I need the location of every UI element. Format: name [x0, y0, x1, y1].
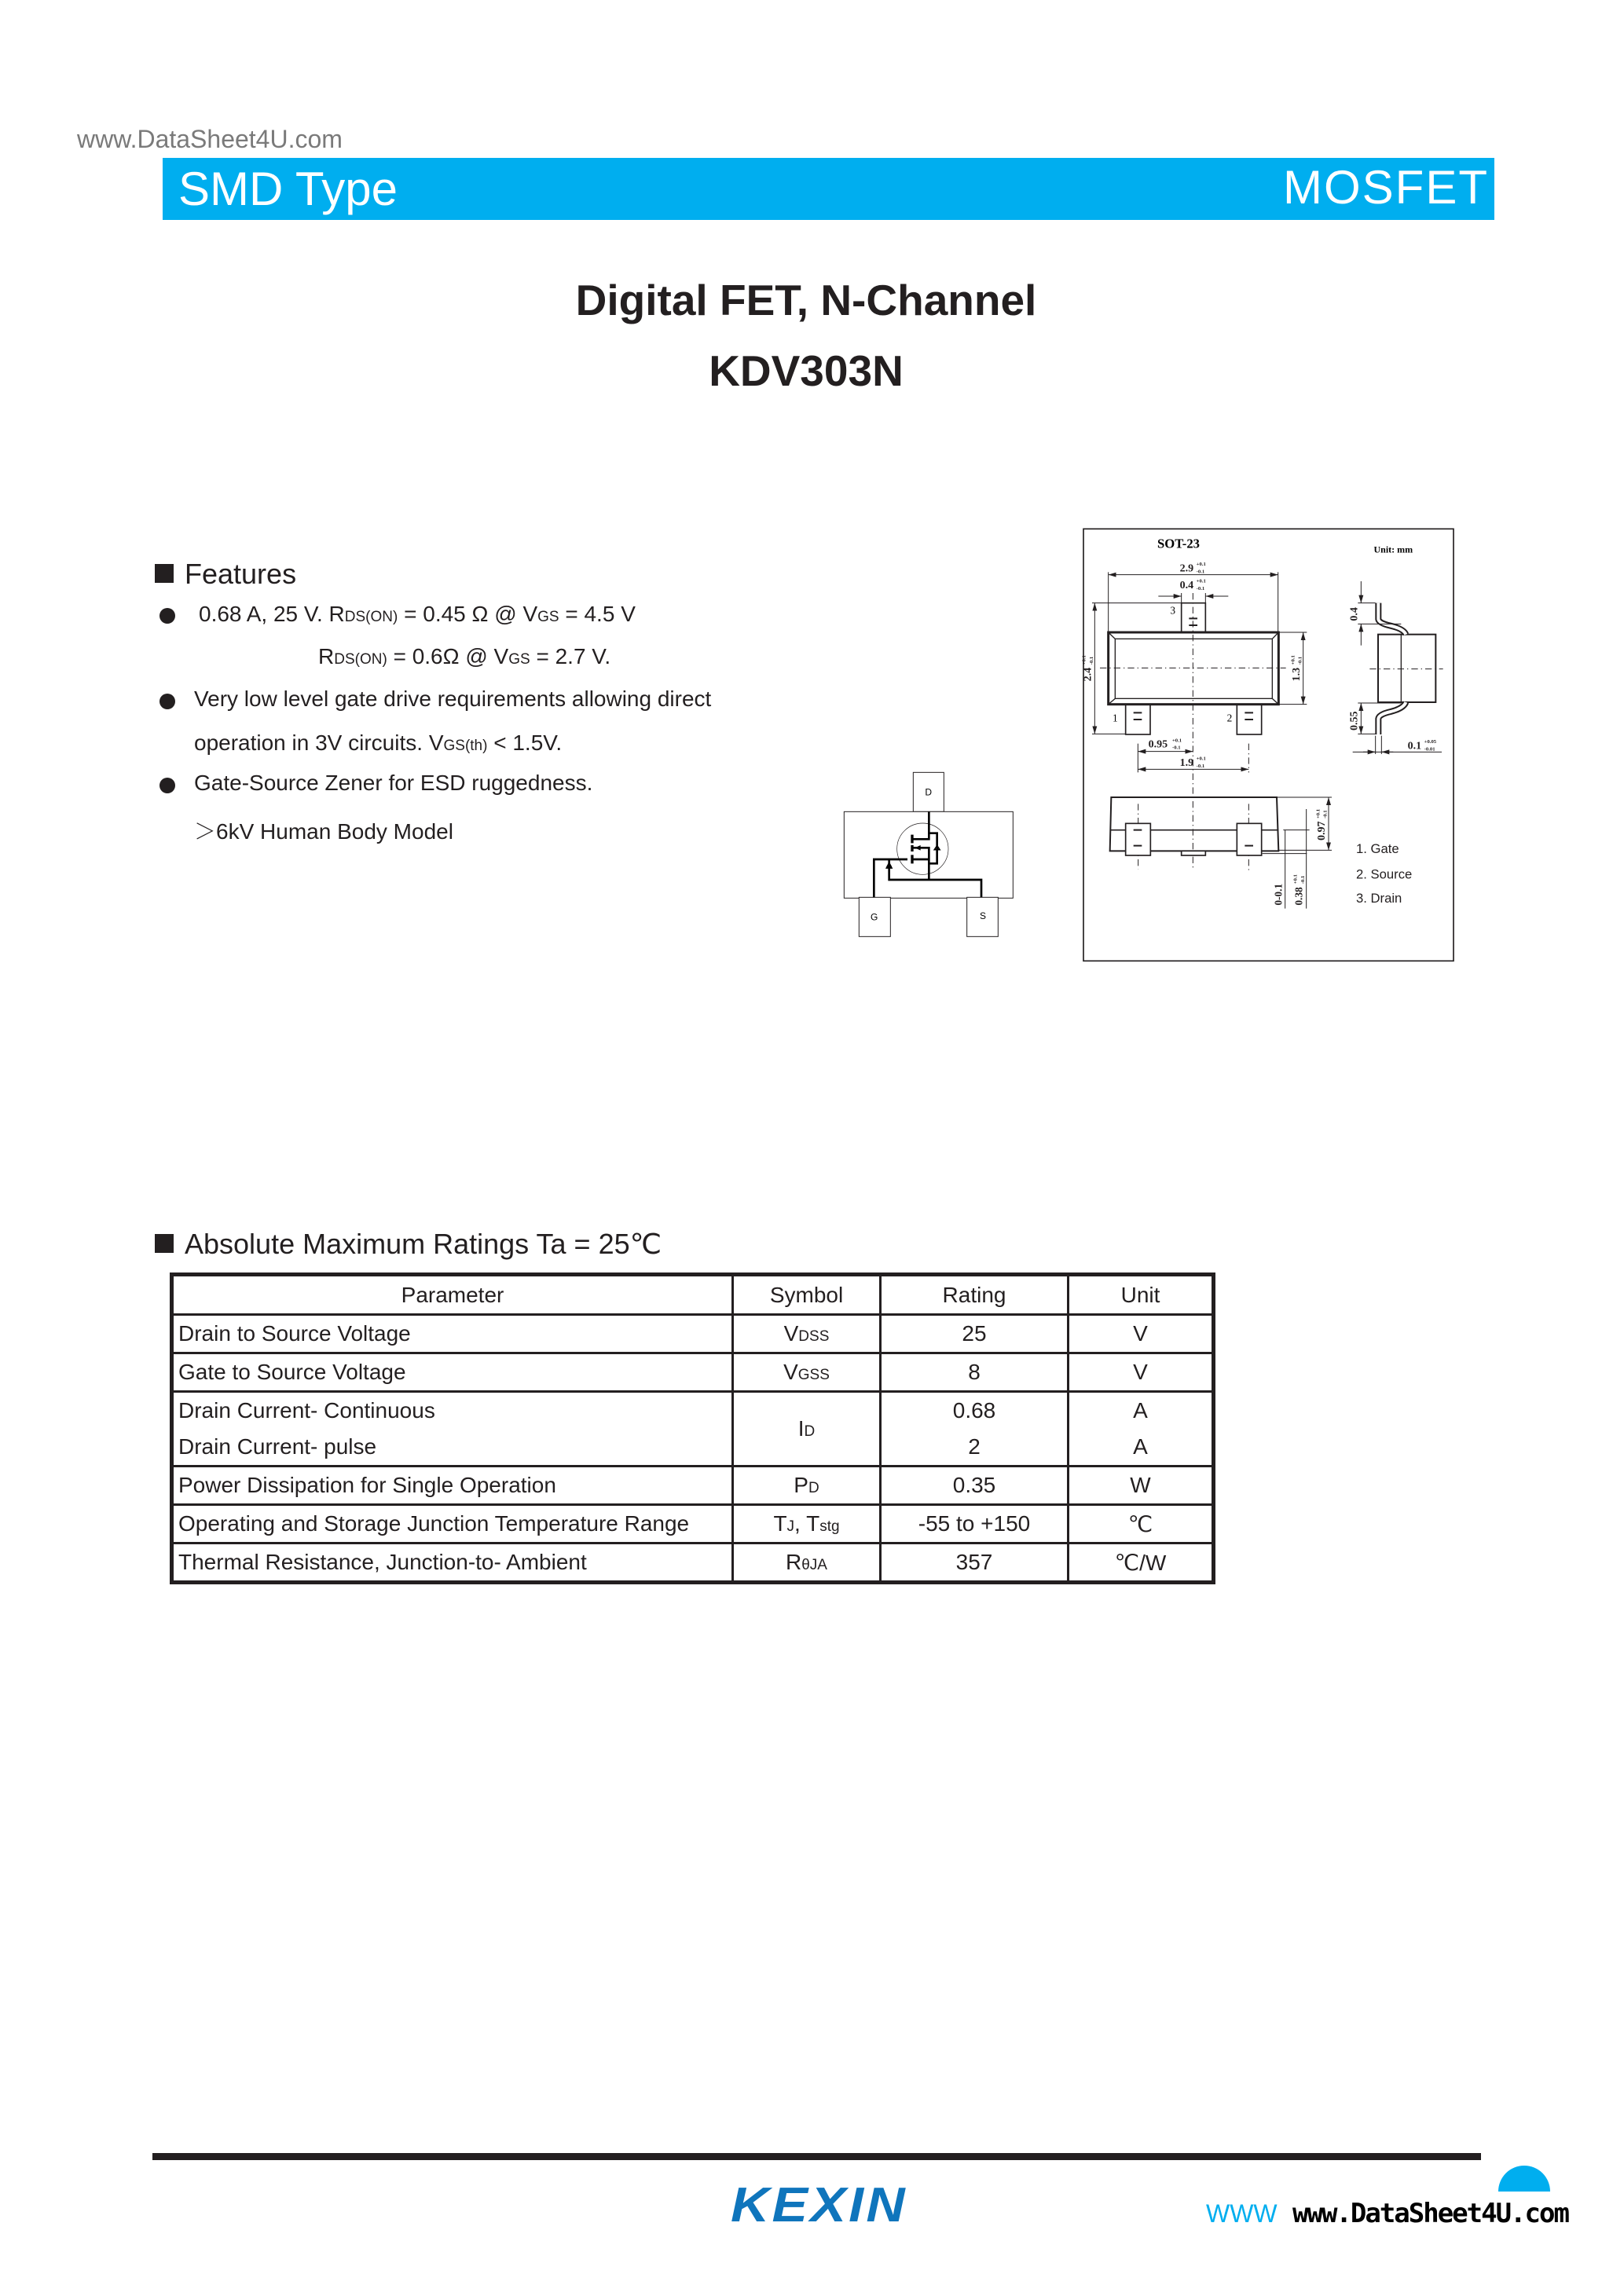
feature-line-1: 0.68 A, 25 V. RDS(ON) = 0.45 Ω @ VGS = 4.5 V — [199, 602, 636, 626]
part-number: KDV303N — [709, 346, 904, 395]
kexin-logo: KEXIN — [731, 2178, 907, 2232]
drain-label: D — [925, 786, 933, 798]
table-row: Drain to Source Voltage VDSS 25 V — [172, 1315, 1214, 1353]
svg-text:-0.1: -0.1 — [1196, 586, 1205, 591]
svg-text:1.9: 1.9 — [1179, 757, 1194, 769]
column-header: Symbol — [733, 1275, 881, 1315]
pin-1-label: 1 — [1112, 712, 1118, 724]
svg-text:0.97: 0.97 — [1316, 821, 1328, 840]
svg-text:-0.1: -0.1 — [1300, 875, 1306, 884]
section-bullet-icon — [155, 1234, 174, 1253]
dim-height-0.97 — [1315, 809, 1328, 840]
dim-side-0.55: 0.55 — [1348, 711, 1361, 731]
feature-line-2: RDS(ON) = 0.6Ω @ VGS = 2.7 V. — [318, 644, 611, 668]
features-heading — [155, 558, 296, 591]
svg-text:-0.1: -0.1 — [1172, 745, 1181, 751]
footer-divider — [152, 2153, 1481, 2160]
table-row: Drain Current- Continuous ID 0.68 A — [172, 1392, 1214, 1430]
dim-0.38 — [1292, 874, 1306, 905]
gate-label: G — [870, 911, 878, 923]
table-header-row — [172, 1275, 1214, 1315]
svg-text:+0.1: +0.1 — [1290, 655, 1296, 665]
unit-label: Unit: mm — [1373, 544, 1413, 555]
dim-pitch-1.9 — [1180, 756, 1206, 769]
dim-thickness-0.1 — [1408, 739, 1437, 752]
svg-text:+0.1: +0.1 — [1196, 562, 1206, 567]
watermark-url: www.DataSheet4U.com — [77, 125, 343, 153]
absolute-max-ratings-table — [170, 1273, 1215, 1584]
footer-url-link[interactable]: www.DataSheet4U.com — [1292, 2198, 1568, 2229]
header-type-label: SMD Type — [178, 163, 398, 215]
dim-width-2.9 — [1180, 562, 1206, 574]
svg-text:+0.1: +0.1 — [1315, 808, 1322, 818]
feature-line-3: Very low level gate drive requirements allowing direct — [194, 687, 712, 711]
svg-text:0.1: 0.1 — [1407, 740, 1422, 753]
svg-text:+0.1: +0.1 — [1172, 738, 1182, 744]
pin-2-label: 2 — [1226, 712, 1233, 724]
dim-side-0.4: 0.4 — [1348, 607, 1361, 621]
pin-legend-drain: 3. Drain — [1356, 891, 1402, 906]
table-row: Gate to Source Voltage VGSS 8 V — [172, 1353, 1214, 1392]
svg-text:+0.1: +0.1 — [1292, 874, 1299, 884]
svg-text:+0.05: +0.05 — [1424, 739, 1437, 745]
dim-pitch-0.95 — [1149, 738, 1182, 750]
column-header: Rating — [881, 1275, 1069, 1315]
dim-body-1.3 — [1290, 655, 1303, 681]
svg-text:+0.1: +0.1 — [1196, 578, 1206, 584]
source-label: S — [979, 910, 987, 921]
svg-text:-0.1: -0.1 — [1089, 656, 1094, 665]
features-heading-text: Features — [185, 558, 297, 590]
svg-text:-0.1: -0.1 — [1322, 810, 1329, 818]
svg-text:-0.01: -0.01 — [1424, 746, 1435, 753]
svg-text:0.4: 0.4 — [1179, 580, 1194, 591]
pin-legend-gate: 1. Gate — [1356, 841, 1399, 856]
table-row: Drain Current- pulse 2 A — [172, 1429, 1214, 1467]
feature-line-5: Gate-Source Zener for ESD ruggedness. — [194, 771, 593, 795]
package-name: SOT-23 — [1157, 536, 1201, 551]
footer-www-prefix: WWW — [1206, 2199, 1278, 2228]
svg-text:2.4: 2.4 — [1082, 667, 1094, 682]
dim-height-2.4 — [1082, 655, 1094, 681]
svg-text:+0.1: +0.1 — [1196, 756, 1206, 762]
svg-text:-0.1: -0.1 — [1196, 569, 1205, 575]
table-row: Operating and Storage Junction Temperature Range TJ, Tstg -55 to +150 ℃ — [172, 1505, 1214, 1543]
section-bullet-icon — [155, 564, 174, 583]
table-row: Thermal Resistance, Junction-to- Ambient RθJA 357 ℃/W — [172, 1543, 1214, 1583]
svg-text:+0.1: +0.1 — [1081, 655, 1087, 665]
dim-lead-0.4 — [1180, 579, 1206, 591]
bullet-icon — [159, 778, 175, 793]
column-header: Unit — [1069, 1275, 1214, 1315]
svg-text:-0.1: -0.1 — [1297, 656, 1303, 665]
table-row: Power Dissipation for Single Operation PD 0.35 W — [172, 1467, 1214, 1505]
svg-text:2.9: 2.9 — [1179, 562, 1194, 575]
sot23-package-drawing — [1076, 526, 1469, 966]
document-title: Digital FET, N-Channel — [575, 276, 1037, 324]
dim-standoff-0-0.1: 0-0.1 — [1272, 883, 1285, 906]
mosfet-schematic — [841, 770, 1029, 950]
ratings-heading — [155, 1228, 662, 1261]
bullet-icon — [159, 694, 175, 709]
header-category-label: MOSFET — [1283, 161, 1489, 214]
feature-line-6: ＞6kV Human Body Model — [194, 819, 453, 844]
bullet-icon — [159, 608, 175, 624]
ratings-heading-text: Absolute Maximum Ratings Ta = 25℃ — [185, 1228, 662, 1260]
svg-text:1.3: 1.3 — [1291, 667, 1303, 682]
pin-3-label: 3 — [1170, 604, 1176, 617]
svg-text:0.95: 0.95 — [1148, 738, 1168, 751]
svg-text:-0.1: -0.1 — [1196, 764, 1205, 769]
feature-line-4: operation in 3V circuits. VGS(th) < 1.5V. — [194, 731, 563, 755]
pin-legend-source: 2. Source — [1356, 866, 1413, 882]
svg-text:0.38: 0.38 — [1292, 887, 1305, 906]
column-header: Parameter — [172, 1275, 733, 1315]
